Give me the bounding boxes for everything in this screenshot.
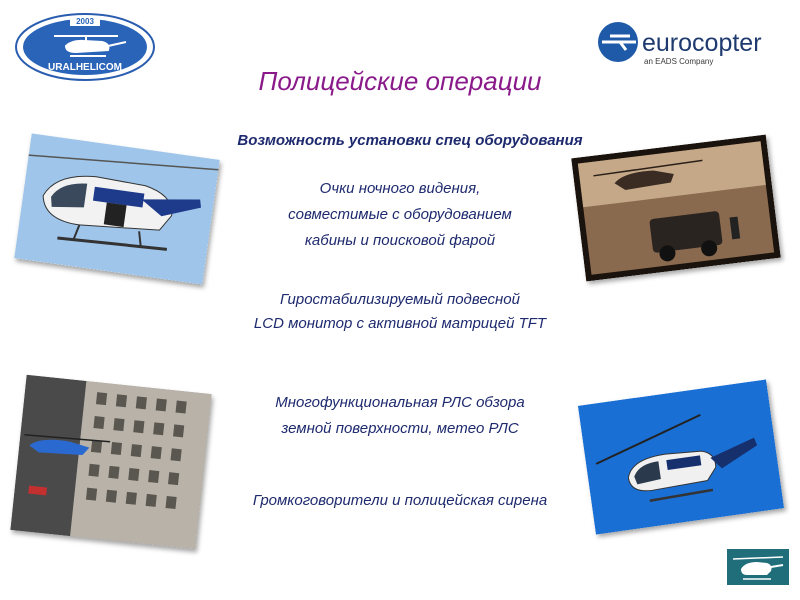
svg-text:an EADS Company: an EADS Company	[644, 57, 714, 66]
feature-loudspeakers	[200, 488, 600, 514]
feature-line: Многофункциональная РЛС обзора	[275, 394, 525, 411]
svg-text:URALHELICOM: URALHELICOM	[48, 62, 122, 73]
section-subtitle: Возможность установки спец оборудования	[237, 132, 583, 149]
feature-lcd-monitor	[200, 288, 600, 336]
police-helicopter-photo	[14, 133, 220, 284]
helicopter-icon	[727, 549, 789, 585]
helicopter-sky-photo	[578, 379, 784, 534]
feature-line: Гиростабилизируемый подвесной	[280, 291, 520, 308]
night-operation-photo	[571, 135, 781, 282]
feature-line: LCD монитор с активной матрицей TFT	[253, 315, 547, 332]
svg-text:2003: 2003	[76, 17, 94, 26]
svg-text:eurocopter: eurocopter	[642, 29, 762, 57]
eurocopter-logo	[596, 20, 796, 68]
city-operation-photo	[10, 375, 211, 550]
feature-radar	[200, 390, 600, 442]
feature-line: Громкоговорители и полицейская сирена	[252, 492, 548, 509]
feature-night-vision	[200, 176, 600, 254]
page-title: Полицейские операции	[258, 66, 542, 96]
feature-line: кабины и поисковой фарой	[304, 232, 496, 249]
feature-line: земной поверхности, метео РЛС	[281, 420, 519, 437]
feature-line: совместимые с оборудованием	[288, 206, 512, 223]
feature-line: Очки ночного видения,	[319, 180, 481, 197]
